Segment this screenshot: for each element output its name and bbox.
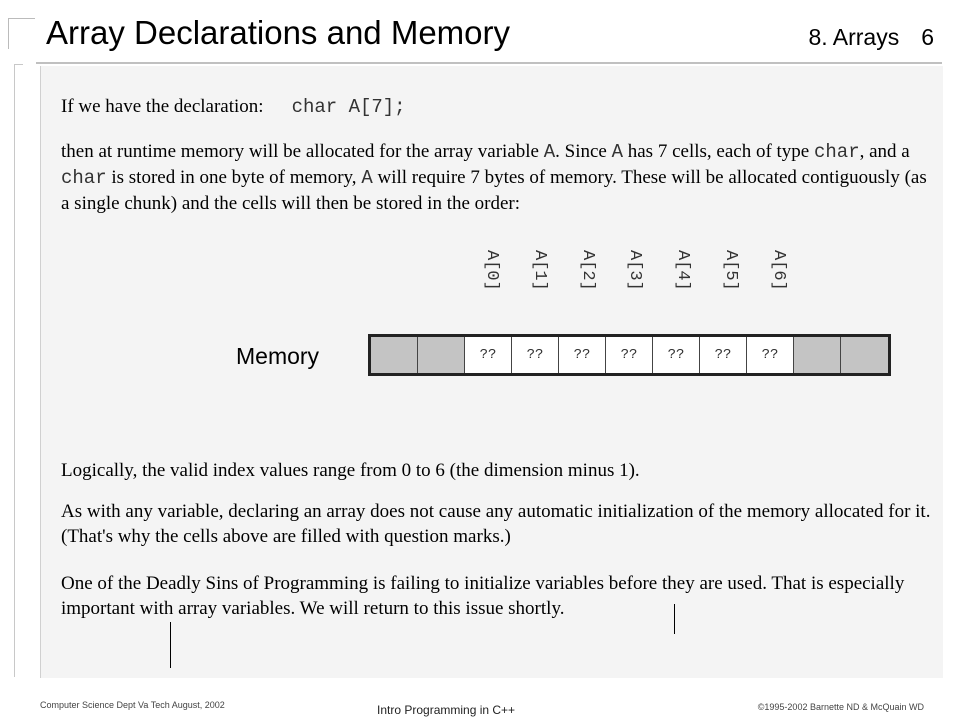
memory-cell: ??: [747, 337, 794, 373]
index-label: A[3]: [625, 250, 644, 291]
memory-cell-unused: [371, 337, 418, 373]
cursor-mark: [170, 622, 171, 668]
declaration-code: char A[7];: [291, 96, 406, 118]
index-label: A[2]: [578, 250, 597, 291]
footer-department: Computer Science Dept Va Tech August, 2002: [40, 700, 225, 710]
runtime-text-4: has 7 cells, each of type: [623, 141, 814, 162]
runtime-code-type: char: [813, 141, 860, 163]
runtime-code-var: A: [543, 141, 556, 163]
memory-cell: ??: [606, 337, 653, 373]
initialization-paragraph: As with any variable, declaring an array does not cause any automatic initialization of the memory allocated for it. (That's why the cells above are filled with question marks.): [61, 501, 931, 547]
memory-cell: ??: [653, 337, 700, 373]
page-title: Array Declarations and Memory: [46, 14, 510, 51]
cursor-mark: [674, 604, 675, 634]
runtime-text-8: is stored in one byte of memory,: [106, 167, 362, 188]
left-margin-rule: [14, 64, 23, 677]
memory-cell: ??: [700, 337, 747, 373]
runtime-paragraph: [61, 139, 933, 216]
memory-cell: ??: [559, 337, 606, 373]
index-label: A[5]: [721, 250, 740, 291]
runtime-text-10: will require 7 bytes of memory. These will be allocated contiguously (as a single chunk) and the cells will then be stored in the order:: [61, 167, 927, 214]
runtime-code-var: A: [361, 167, 373, 189]
runtime-text-6: , and a: [859, 141, 910, 162]
memory-cell-unused: [841, 337, 888, 373]
memory-cell-unused: [418, 337, 465, 373]
memory-cell: ??: [512, 337, 559, 373]
logical-paragraph: Logically, the valid index values range from 0 to 6 (the dimension minus 1).: [61, 460, 640, 481]
index-label: A[1]: [530, 250, 549, 291]
declaration-intro: If we have the declaration:: [61, 96, 264, 117]
page-number: 6: [921, 24, 934, 50]
runtime-text-2: . Since: [555, 141, 612, 162]
runtime-text-0: then at runtime memory will be allocated for the array variable: [61, 141, 544, 162]
memory-row: [368, 334, 891, 376]
index-label: A[6]: [769, 250, 788, 291]
deadly-sins-paragraph: One of the Deadly Sins of Programming is failing to initialize variables before they are used. That is especially important with array variables. We will return to this issue shortly.: [61, 573, 905, 619]
footer-course: Intro Programming in C++: [377, 703, 516, 717]
memory-cell: ??: [465, 337, 512, 373]
memory-label: Memory: [236, 343, 320, 369]
index-label: A[4]: [673, 250, 692, 291]
chapter-label: 8. Arrays: [808, 24, 900, 50]
runtime-code-type: char: [61, 167, 107, 189]
corner-decoration: [8, 18, 35, 49]
declaration-paragraph: [61, 94, 931, 120]
runtime-code-var: A: [611, 141, 623, 163]
memory-cell-unused: [794, 337, 841, 373]
index-label: A[0]: [482, 250, 501, 291]
footer-copyright: ©1995-2002 Barnette ND & McQuain WD: [757, 702, 924, 712]
header-divider: [36, 62, 942, 64]
chapter-info: [808, 24, 934, 51]
